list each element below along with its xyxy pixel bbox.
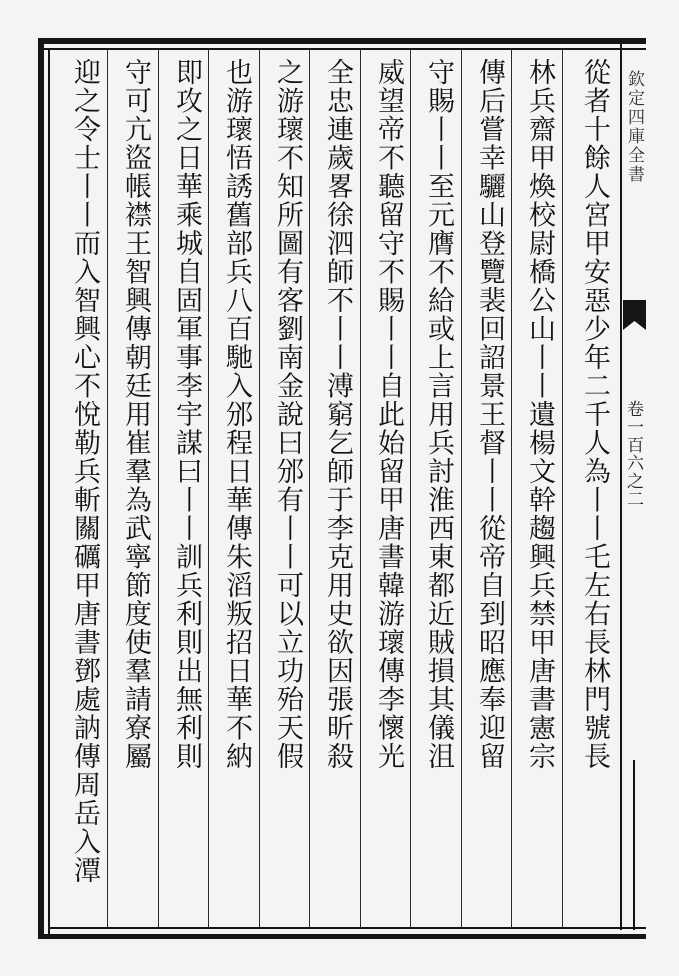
text-column-11: 迎之令士丨丨而入智興心不悅勒兵斬關礪甲唐書鄧處訥傳周岳入潭 bbox=[69, 58, 100, 885]
text-column-2: 林兵齋甲煥校尉橋公山丨丨遺楊文幹趨興兵禁甲唐書憲宗 bbox=[524, 58, 555, 771]
frame-left-rule bbox=[38, 38, 44, 938]
column-separator bbox=[410, 50, 411, 928]
text-column-8: 也游瓌悟誘舊部兵八百馳入邠程日華傳朱滔叛招日華不納 bbox=[221, 58, 252, 771]
text-column-1: 從者十餘人宮甲安惡少年二千人為丨丨乇左右長林門號長 bbox=[579, 58, 610, 771]
text-column-10: 守可亢盜帳襟王智興傳朝廷用崔羣為武寧節度使羣請寮屬 bbox=[120, 58, 151, 771]
text-column-4: 守賜丨丨至元膺不給或上言用兵討淮西東都近賊損其儀沮 bbox=[423, 58, 454, 771]
column-separator bbox=[107, 50, 108, 928]
frame-top-rule bbox=[38, 38, 646, 44]
column-separator bbox=[461, 50, 462, 928]
text-column-9: 即攻之日華乘城自固軍事李宇謀曰丨丨訓兵利則出無利則 bbox=[171, 58, 202, 771]
text-column-3: 傳后嘗幸驪山登覽裴回詔景王督丨丨從帝自到昭應奉迎留 bbox=[474, 58, 505, 771]
fish-tail-mark bbox=[623, 300, 646, 330]
banxin-lower-rule bbox=[633, 760, 635, 930]
text-column-5: 威望帝不聽留守不賜丨丨自此始留甲唐書韓游瓌傳李懷光 bbox=[373, 58, 404, 771]
column-separator bbox=[360, 50, 361, 928]
banxin-volume-label: 卷一百六之二 bbox=[623, 400, 643, 508]
frame-left-inner-rule bbox=[48, 48, 50, 938]
text-column-6: 全忠連歲畧徐泗師不丨丨溥窮乞師于李克用史欲因張昕殺 bbox=[322, 58, 353, 771]
frame-bottom-rule bbox=[38, 934, 646, 939]
column-separator bbox=[158, 50, 159, 928]
column-separator bbox=[259, 50, 260, 928]
column-separator bbox=[208, 50, 209, 928]
column-separator bbox=[562, 50, 563, 928]
column-separator bbox=[511, 50, 512, 928]
column-separator bbox=[309, 50, 310, 928]
banxin-book-title: 欽定四庫全書 bbox=[624, 70, 644, 184]
frame-top-inner-rule bbox=[38, 48, 646, 50]
text-column-7: 之游瓌不知所圖有客劉南金說曰邠有丨丨可以立功殆天假 bbox=[272, 58, 303, 771]
